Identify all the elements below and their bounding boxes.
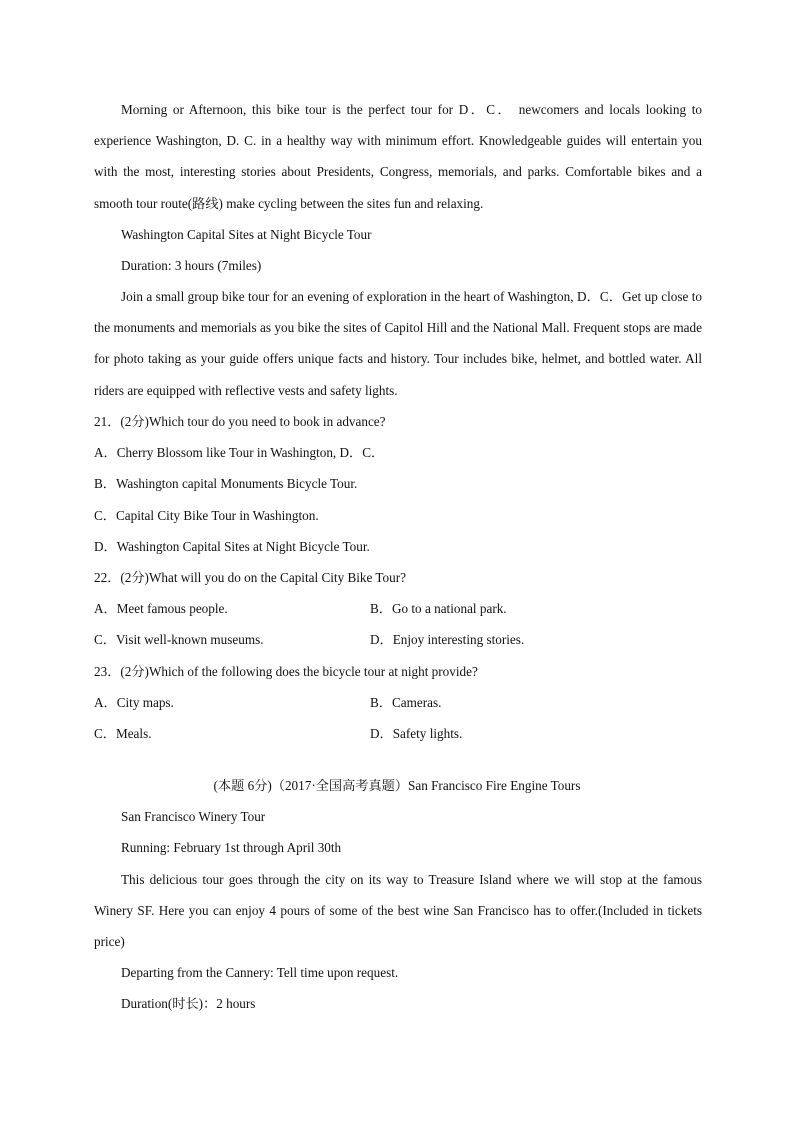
question-21-option-c: C．Capital City Bike Tour in Washington. [94,508,319,523]
question-22-option-a: A．Meet famous people. [94,601,228,616]
passage1-tour-title: Washington Capital Sites at Night Bicycle Tour [121,227,372,242]
question-22-stem: 22．(2分)What will you do on the Capital City Bike Tour? [94,570,406,585]
question-23-stem: 23．(2分)Which of the following does the bicycle tour at night provide? [94,664,478,679]
question-21-option-b: B．Washington capital Monuments Bicycle Tour. [94,476,358,491]
passage2-heading: (本题 6分)（2017·全国高考真题）San Francisco Fire Engine Tours [213,778,581,793]
passage2-running: Running: February 1st through April 30th [121,840,342,855]
question-21-stem: 21．(2分)Which tour do you need to book in advance? [94,414,386,429]
question-22-option-b: B．Go to a national park. [370,601,507,616]
question-21-option-a: A．Cherry Blossom like Tour in Washington, D．C． [94,445,385,460]
passage2-duration: Duration(时长)：2 hours [121,996,256,1011]
passage2-description: This delicious tour goes through the city on its way to Treasure Island where we will stop at the famous Winery SF. Here you can enjoy 4 pours of some of the best wine San Francisco has to offer.(Included in tickets price) [94,872,702,950]
passage1-description: Join a small group bike tour for an evening of exploration in the heart of Washington, D．C．Get up close to the monuments and memorials as you bike the sites of Capitol Hill and the National Mall. Frequent stops are made for photo taking as your guide offers unique facts and history. Tour includes bike, helmet, and bottled water. All riders are equipped with reflective vests and safety lights. [94,289,702,398]
question-23-option-d: D．Safety lights. [370,726,463,741]
question-23-option-b: B．Cameras. [370,695,442,710]
question-22-option-c: C．Visit well-known museums. [94,632,264,647]
question-23-option-a: A．City maps. [94,695,174,710]
question-21-option-d: D．Washington Capital Sites at Night Bicycle Tour. [94,539,370,554]
passage2-departing: Departing from the Cannery: Tell time upon request. [121,965,399,980]
passage1-intro: Morning or Afternoon, this bike tour is the perfect tour for D．C． newcomers and locals looking to experience Washington, D. C. in a healthy way with minimum effort. Knowledgeable guides will entertain you with the most, interesting stories about Presidents, Congress, memorials, and parks. Comfortable bikes and a smooth tour route(路线) make cycling between the sites fun and relaxing. [94,102,702,211]
question-23-option-c: C．Meals. [94,726,152,741]
question-22-option-d: D．Enjoy interesting stories. [370,632,525,647]
passage1-duration: Duration: 3 hours (7miles) [121,258,262,273]
passage2-tour-title: San Francisco Winery Tour [121,809,266,824]
